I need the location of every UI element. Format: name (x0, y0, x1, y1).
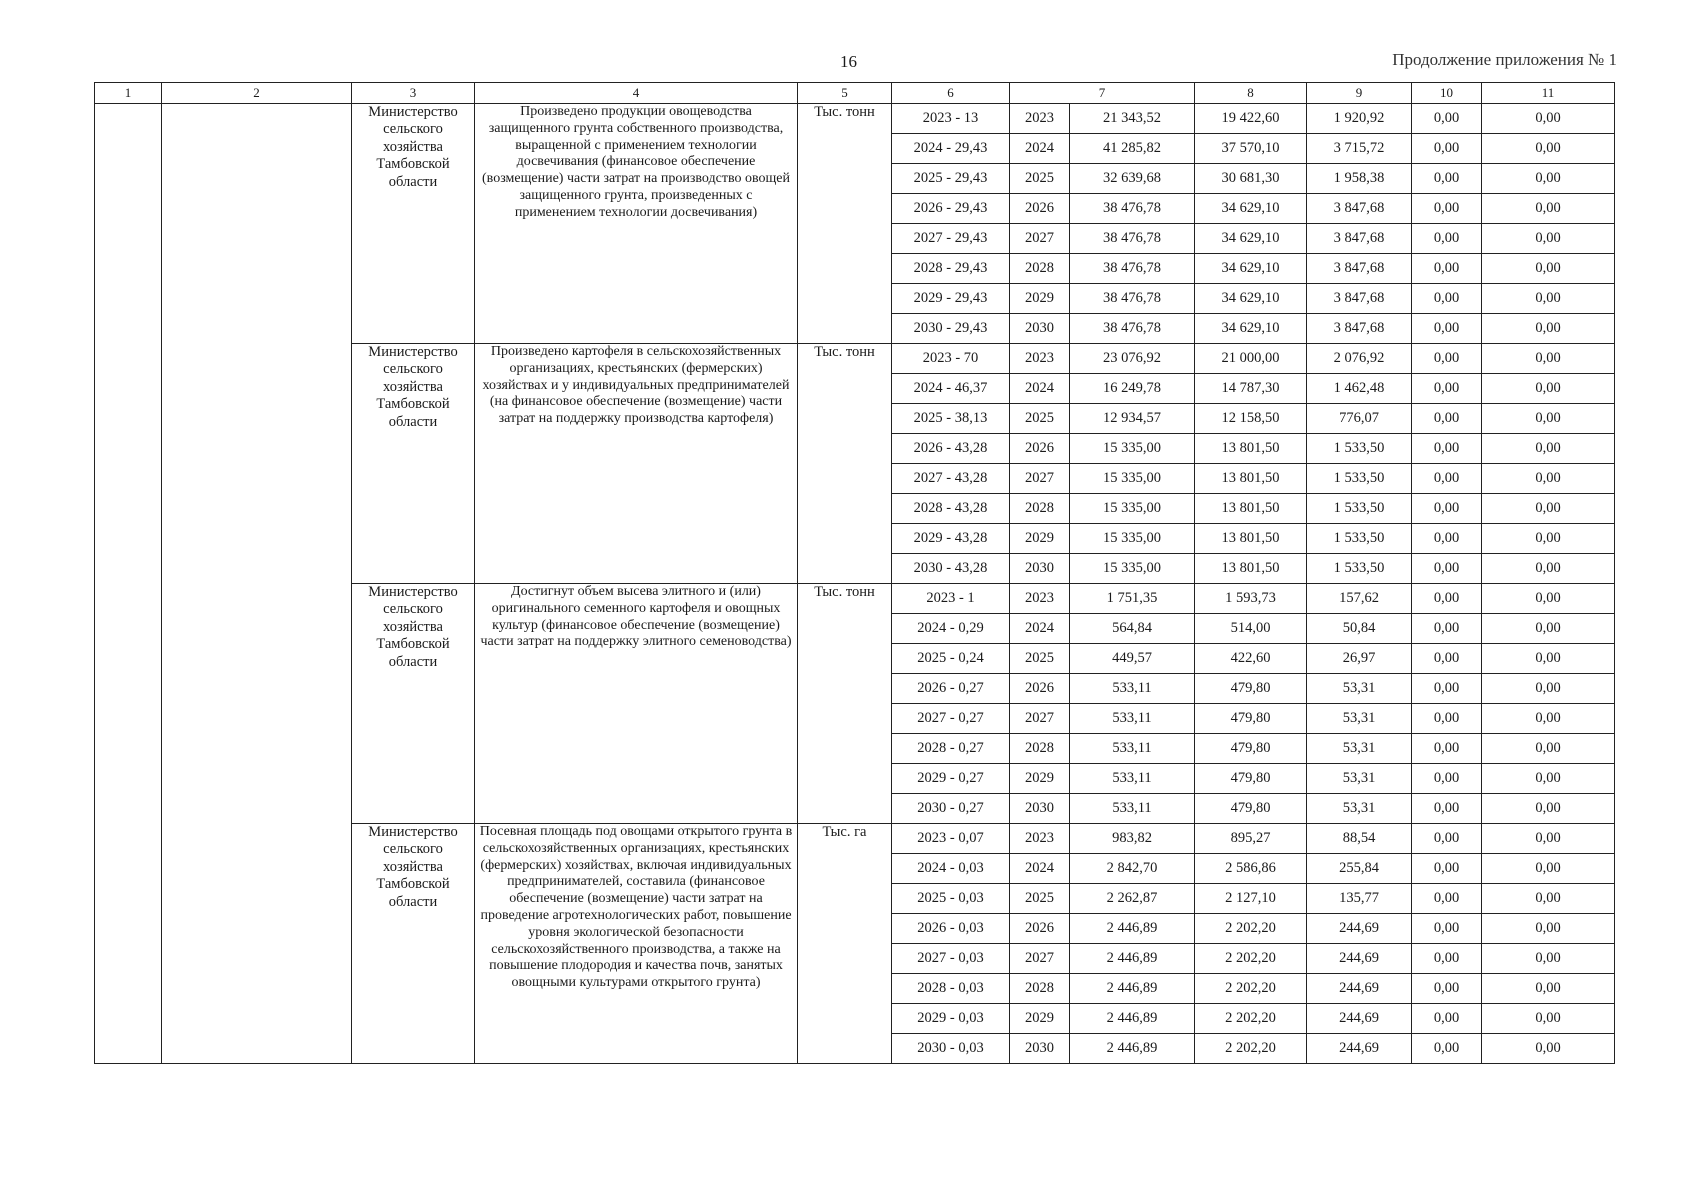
amount-other: 0,00 (1482, 434, 1615, 464)
amount-local: 0,00 (1412, 704, 1482, 734)
amount-local: 0,00 (1412, 374, 1482, 404)
amount-local: 0,00 (1412, 404, 1482, 434)
amount-total: 38 476,78 (1070, 194, 1195, 224)
target-value: 2025 - 38,13 (892, 404, 1010, 434)
target-value: 2024 - 46,37 (892, 374, 1010, 404)
amount-local: 0,00 (1412, 764, 1482, 794)
amount-other: 0,00 (1482, 374, 1615, 404)
amount-regional: 3 847,68 (1307, 224, 1412, 254)
amount-total: 16 249,78 (1070, 374, 1195, 404)
amount-local: 0,00 (1412, 854, 1482, 884)
amount-federal: 14 787,30 (1195, 374, 1307, 404)
amount-local: 0,00 (1412, 794, 1482, 824)
amount-regional: 244,69 (1307, 1034, 1412, 1064)
amount-federal: 34 629,10 (1195, 224, 1307, 254)
amount-federal: 30 681,30 (1195, 164, 1307, 194)
target-value: 2027 - 29,43 (892, 224, 1010, 254)
year-cell: 2023 (1010, 104, 1070, 134)
amount-total: 15 335,00 (1070, 494, 1195, 524)
target-value: 2025 - 29,43 (892, 164, 1010, 194)
amount-regional: 1 462,48 (1307, 374, 1412, 404)
target-value: 2029 - 43,28 (892, 524, 1010, 554)
amount-other: 0,00 (1482, 704, 1615, 734)
amount-local: 0,00 (1412, 614, 1482, 644)
year-cell: 2026 (1010, 914, 1070, 944)
amount-federal: 2 202,20 (1195, 914, 1307, 944)
amount-other: 0,00 (1482, 164, 1615, 194)
year-cell: 2029 (1010, 764, 1070, 794)
amount-federal: 13 801,50 (1195, 464, 1307, 494)
amount-regional: 26,97 (1307, 644, 1412, 674)
amount-local: 0,00 (1412, 974, 1482, 1004)
amount-federal: 2 202,20 (1195, 1034, 1307, 1064)
amount-total: 1 751,35 (1070, 584, 1195, 614)
target-value: 2030 - 0,03 (892, 1034, 1010, 1064)
amount-total: 533,11 (1070, 734, 1195, 764)
amount-other: 0,00 (1482, 524, 1615, 554)
indicator-description: Произведено продукции овощеводства защищенного грунта собственного производства, выращенной с применением технологии досвечивания (финансовое обеспечение (возмещение) части затрат на производство овощей защищенного грунта, произведенных с применением технологии досвечивания) (475, 104, 798, 344)
year-cell: 2023 (1010, 584, 1070, 614)
amount-total: 2 842,70 (1070, 854, 1195, 884)
target-value: 2030 - 43,28 (892, 554, 1010, 584)
year-cell: 2024 (1010, 854, 1070, 884)
amount-total: 2 446,89 (1070, 1034, 1195, 1064)
amount-federal: 479,80 (1195, 704, 1307, 734)
amount-federal: 13 801,50 (1195, 494, 1307, 524)
page-number: 16 (840, 52, 857, 71)
amount-regional: 1 533,50 (1307, 524, 1412, 554)
amount-federal: 34 629,10 (1195, 284, 1307, 314)
year-cell: 2027 (1010, 944, 1070, 974)
amount-total: 2 446,89 (1070, 1004, 1195, 1034)
column-number: 1 (95, 83, 162, 104)
year-cell: 2029 (1010, 1004, 1070, 1034)
amount-total: 41 285,82 (1070, 134, 1195, 164)
amount-federal: 34 629,10 (1195, 194, 1307, 224)
amount-total: 15 335,00 (1070, 464, 1195, 494)
amount-other: 0,00 (1482, 1034, 1615, 1064)
target-value: 2026 - 29,43 (892, 194, 1010, 224)
amount-regional: 3 847,68 (1307, 314, 1412, 344)
amount-local: 0,00 (1412, 1004, 1482, 1034)
amount-regional: 50,84 (1307, 614, 1412, 644)
amount-regional: 88,54 (1307, 824, 1412, 854)
year-cell: 2028 (1010, 734, 1070, 764)
amount-total: 449,57 (1070, 644, 1195, 674)
target-value: 2024 - 0,03 (892, 854, 1010, 884)
table-body (95, 83, 1615, 1064)
amount-other: 0,00 (1482, 344, 1615, 374)
amount-federal: 34 629,10 (1195, 254, 1307, 284)
target-value: 2028 - 29,43 (892, 254, 1010, 284)
responsible-ministry: Министерство сельского хозяйства Тамбовской области (352, 344, 475, 584)
target-value: 2028 - 43,28 (892, 494, 1010, 524)
amount-federal: 12 158,50 (1195, 404, 1307, 434)
amount-regional: 135,77 (1307, 884, 1412, 914)
amount-federal: 34 629,10 (1195, 314, 1307, 344)
amount-local: 0,00 (1412, 944, 1482, 974)
amount-other: 0,00 (1482, 854, 1615, 884)
responsible-ministry: Министерство сельского хозяйства Тамбовской области (352, 824, 475, 1064)
amount-other: 0,00 (1482, 584, 1615, 614)
indicators-table (94, 82, 1615, 1064)
year-cell: 2025 (1010, 404, 1070, 434)
amount-total: 23 076,92 (1070, 344, 1195, 374)
year-cell: 2028 (1010, 974, 1070, 1004)
amount-federal: 21 000,00 (1195, 344, 1307, 374)
amount-regional: 255,84 (1307, 854, 1412, 884)
amount-other: 0,00 (1482, 404, 1615, 434)
amount-regional: 53,31 (1307, 704, 1412, 734)
target-value: 2029 - 0,27 (892, 764, 1010, 794)
amount-other: 0,00 (1482, 254, 1615, 284)
amount-federal: 2 127,10 (1195, 884, 1307, 914)
column-number: 10 (1412, 83, 1482, 104)
year-cell: 2028 (1010, 494, 1070, 524)
amount-total: 38 476,78 (1070, 224, 1195, 254)
year-cell: 2023 (1010, 344, 1070, 374)
amount-regional: 2 076,92 (1307, 344, 1412, 374)
amount-regional: 53,31 (1307, 794, 1412, 824)
amount-local: 0,00 (1412, 254, 1482, 284)
amount-other: 0,00 (1482, 224, 1615, 254)
unit-of-measure: Тыс. тонн (798, 104, 892, 344)
amount-other: 0,00 (1482, 734, 1615, 764)
column-number: 2 (162, 83, 352, 104)
target-value: 2028 - 0,03 (892, 974, 1010, 1004)
amount-local: 0,00 (1412, 464, 1482, 494)
amount-regional: 244,69 (1307, 914, 1412, 944)
amount-other: 0,00 (1482, 494, 1615, 524)
amount-regional: 244,69 (1307, 1004, 1412, 1034)
amount-total: 2 446,89 (1070, 944, 1195, 974)
amount-local: 0,00 (1412, 194, 1482, 224)
amount-other: 0,00 (1482, 284, 1615, 314)
column-number: 11 (1482, 83, 1615, 104)
year-cell: 2027 (1010, 464, 1070, 494)
amount-regional: 1 533,50 (1307, 554, 1412, 584)
amount-regional: 776,07 (1307, 404, 1412, 434)
amount-total: 533,11 (1070, 674, 1195, 704)
amount-regional: 53,31 (1307, 764, 1412, 794)
amount-total: 2 446,89 (1070, 914, 1195, 944)
amount-other: 0,00 (1482, 614, 1615, 644)
amount-regional: 1 533,50 (1307, 434, 1412, 464)
column-number: 3 (352, 83, 475, 104)
year-cell: 2026 (1010, 674, 1070, 704)
year-cell: 2025 (1010, 884, 1070, 914)
responsible-ministry: Министерство сельского хозяйства Тамбовской области (352, 104, 475, 344)
year-cell: 2028 (1010, 254, 1070, 284)
amount-local: 0,00 (1412, 434, 1482, 464)
amount-local: 0,00 (1412, 524, 1482, 554)
target-value: 2028 - 0,27 (892, 734, 1010, 764)
column-number: 5 (798, 83, 892, 104)
column-number-row (95, 83, 1615, 104)
amount-total: 38 476,78 (1070, 284, 1195, 314)
amount-local: 0,00 (1412, 914, 1482, 944)
column-number: 9 (1307, 83, 1412, 104)
amount-other: 0,00 (1482, 764, 1615, 794)
target-value: 2027 - 0,27 (892, 704, 1010, 734)
target-value: 2027 - 0,03 (892, 944, 1010, 974)
amount-other: 0,00 (1482, 974, 1615, 1004)
year-cell: 2030 (1010, 1034, 1070, 1064)
amount-total: 533,11 (1070, 764, 1195, 794)
column-1-cell (95, 104, 162, 1064)
year-cell: 2025 (1010, 644, 1070, 674)
amount-federal: 422,60 (1195, 644, 1307, 674)
amount-other: 0,00 (1482, 884, 1615, 914)
target-value: 2025 - 0,24 (892, 644, 1010, 674)
amount-local: 0,00 (1412, 284, 1482, 314)
amount-federal: 19 422,60 (1195, 104, 1307, 134)
continuation-note: Продолжение приложения № 1 (1392, 50, 1617, 69)
amount-total: 533,11 (1070, 794, 1195, 824)
amount-total: 533,11 (1070, 704, 1195, 734)
amount-total: 564,84 (1070, 614, 1195, 644)
column-number: 4 (475, 83, 798, 104)
amount-regional: 1 920,92 (1307, 104, 1412, 134)
amount-regional: 3 847,68 (1307, 254, 1412, 284)
amount-local: 0,00 (1412, 1034, 1482, 1064)
column-number: 7 (1010, 83, 1195, 104)
amount-other: 0,00 (1482, 944, 1615, 974)
year-cell: 2023 (1010, 824, 1070, 854)
year-cell: 2029 (1010, 284, 1070, 314)
amount-local: 0,00 (1412, 644, 1482, 674)
year-cell: 2030 (1010, 794, 1070, 824)
indicator-description: Посевная площадь под овощами открытого грунта в сельскохозяйственных организациях, крестьянских (фермерских) хозяйствах, включая индивидуальных предпринимателей, составила (финансовое обеспечение (возмещение) части затрат на проведение агротехнологических работ, повышение уровня экологической безопасности сельскохозяйственного производства, а также на повышение плодородия и качества почв, занятых овощными культурами открытого грунта) (475, 824, 798, 1064)
amount-federal: 895,27 (1195, 824, 1307, 854)
amount-local: 0,00 (1412, 134, 1482, 164)
target-value: 2023 - 70 (892, 344, 1010, 374)
target-value: 2027 - 43,28 (892, 464, 1010, 494)
year-cell: 2024 (1010, 374, 1070, 404)
amount-total: 38 476,78 (1070, 254, 1195, 284)
target-value: 2026 - 43,28 (892, 434, 1010, 464)
target-value: 2025 - 0,03 (892, 884, 1010, 914)
responsible-ministry: Министерство сельского хозяйства Тамбовской области (352, 584, 475, 824)
amount-local: 0,00 (1412, 314, 1482, 344)
amount-local: 0,00 (1412, 104, 1482, 134)
target-value: 2026 - 0,27 (892, 674, 1010, 704)
target-value: 2023 - 1 (892, 584, 1010, 614)
amount-local: 0,00 (1412, 344, 1482, 374)
amount-local: 0,00 (1412, 734, 1482, 764)
amount-total: 2 262,87 (1070, 884, 1195, 914)
amount-other: 0,00 (1482, 104, 1615, 134)
amount-federal: 514,00 (1195, 614, 1307, 644)
amount-other: 0,00 (1482, 314, 1615, 344)
amount-total: 15 335,00 (1070, 554, 1195, 584)
amount-total: 21 343,52 (1070, 104, 1195, 134)
amount-total: 15 335,00 (1070, 434, 1195, 464)
amount-federal: 479,80 (1195, 764, 1307, 794)
amount-other: 0,00 (1482, 674, 1615, 704)
amount-other: 0,00 (1482, 644, 1615, 674)
amount-local: 0,00 (1412, 584, 1482, 614)
year-cell: 2027 (1010, 224, 1070, 254)
year-cell: 2026 (1010, 434, 1070, 464)
amount-federal: 479,80 (1195, 734, 1307, 764)
year-cell: 2024 (1010, 134, 1070, 164)
year-cell: 2029 (1010, 524, 1070, 554)
target-value: 2023 - 13 (892, 104, 1010, 134)
unit-of-measure: Тыс. тонн (798, 584, 892, 824)
amount-total: 12 934,57 (1070, 404, 1195, 434)
column-number: 6 (892, 83, 1010, 104)
amount-regional: 1 533,50 (1307, 494, 1412, 524)
amount-federal: 2 202,20 (1195, 974, 1307, 1004)
unit-of-measure: Тыс. тонн (798, 344, 892, 584)
target-value: 2024 - 29,43 (892, 134, 1010, 164)
target-value: 2029 - 29,43 (892, 284, 1010, 314)
indicator-description: Достигнут объем высева элитного и (или) оригинального семенного картофеля и овощных культур (финансовое обеспечение (возмещение) части затрат на поддержку элитного семеноводства) (475, 584, 798, 824)
column-number: 8 (1195, 83, 1307, 104)
amount-regional: 53,31 (1307, 674, 1412, 704)
amount-total: 38 476,78 (1070, 314, 1195, 344)
amount-regional: 3 715,72 (1307, 134, 1412, 164)
amount-total: 983,82 (1070, 824, 1195, 854)
amount-other: 0,00 (1482, 824, 1615, 854)
amount-local: 0,00 (1412, 224, 1482, 254)
amount-other: 0,00 (1482, 194, 1615, 224)
amount-total: 15 335,00 (1070, 524, 1195, 554)
amount-regional: 1 958,38 (1307, 164, 1412, 194)
amount-local: 0,00 (1412, 494, 1482, 524)
amount-other: 0,00 (1482, 464, 1615, 494)
target-value: 2030 - 29,43 (892, 314, 1010, 344)
amount-local: 0,00 (1412, 884, 1482, 914)
table-row (95, 104, 1615, 134)
amount-regional: 3 847,68 (1307, 194, 1412, 224)
amount-other: 0,00 (1482, 1004, 1615, 1034)
amount-regional: 1 533,50 (1307, 464, 1412, 494)
amount-other: 0,00 (1482, 134, 1615, 164)
amount-regional: 244,69 (1307, 944, 1412, 974)
year-cell: 2030 (1010, 554, 1070, 584)
amount-regional: 244,69 (1307, 974, 1412, 1004)
amount-total: 32 639,68 (1070, 164, 1195, 194)
unit-of-measure: Тыс. га (798, 824, 892, 1064)
amount-regional: 157,62 (1307, 584, 1412, 614)
amount-regional: 3 847,68 (1307, 284, 1412, 314)
amount-federal: 2 202,20 (1195, 1004, 1307, 1034)
amount-federal: 13 801,50 (1195, 554, 1307, 584)
amount-other: 0,00 (1482, 794, 1615, 824)
year-cell: 2027 (1010, 704, 1070, 734)
amount-local: 0,00 (1412, 554, 1482, 584)
indicator-description: Произведено картофеля в сельскохозяйственных организациях, крестьянских (фермерских) хозяйствах и у индивидуальных предпринимателей (на финансовое обеспечение (возмещение) части затрат на поддержку производства картофеля) (475, 344, 798, 584)
column-2-cell (162, 104, 352, 1064)
amount-local: 0,00 (1412, 674, 1482, 704)
year-cell: 2024 (1010, 614, 1070, 644)
amount-total: 2 446,89 (1070, 974, 1195, 1004)
target-value: 2026 - 0,03 (892, 914, 1010, 944)
amount-federal: 13 801,50 (1195, 524, 1307, 554)
year-cell: 2030 (1010, 314, 1070, 344)
amount-federal: 37 570,10 (1195, 134, 1307, 164)
amount-local: 0,00 (1412, 824, 1482, 854)
target-value: 2030 - 0,27 (892, 794, 1010, 824)
amount-local: 0,00 (1412, 164, 1482, 194)
amount-federal: 13 801,50 (1195, 434, 1307, 464)
year-cell: 2026 (1010, 194, 1070, 224)
amount-other: 0,00 (1482, 914, 1615, 944)
target-value: 2023 - 0,07 (892, 824, 1010, 854)
amount-federal: 479,80 (1195, 794, 1307, 824)
amount-federal: 2 586,86 (1195, 854, 1307, 884)
amount-other: 0,00 (1482, 554, 1615, 584)
amount-regional: 53,31 (1307, 734, 1412, 764)
target-value: 2024 - 0,29 (892, 614, 1010, 644)
target-value: 2029 - 0,03 (892, 1004, 1010, 1034)
amount-federal: 2 202,20 (1195, 944, 1307, 974)
amount-federal: 1 593,73 (1195, 584, 1307, 614)
amount-federal: 479,80 (1195, 674, 1307, 704)
year-cell: 2025 (1010, 164, 1070, 194)
